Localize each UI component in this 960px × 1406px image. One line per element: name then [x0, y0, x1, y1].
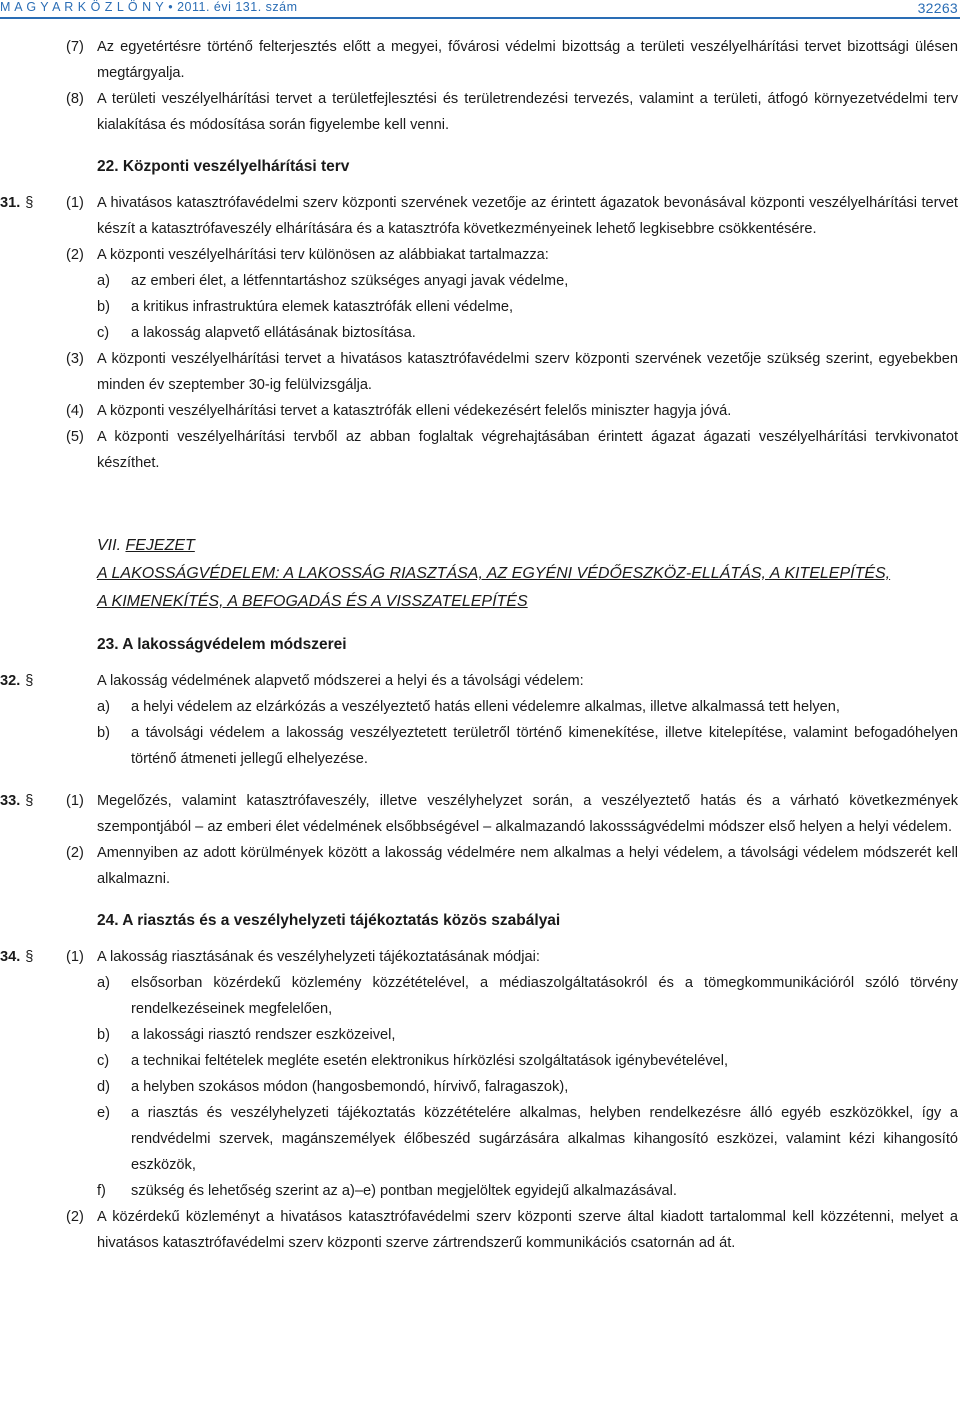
list-text: a helyben szokásos módon (hangosbemondó, hírvivő, falragaszok), [131, 1079, 569, 1095]
publication-title: M A G Y A R K Ö Z L Ö N Y [0, 0, 165, 14]
section-num-text: 32. [0, 673, 21, 689]
item-number: (4) [66, 403, 84, 419]
chapter-number-line [97, 532, 960, 560]
list-text: a lakossági riasztó rendszer eszközeivel, [131, 1027, 396, 1043]
section-34 [0, 944, 960, 1256]
list-item [0, 1022, 960, 1048]
document-body [0, 34, 960, 1256]
item-text: A területi veszélyelhárítási tervet a területfejlesztési és területrendezési tervezés, valamint a területi, átfogó környezetvédelmi terv kialakítása és módosítása során figyelembe kell venni. [97, 91, 958, 133]
list-label: a) [97, 273, 110, 289]
list-text: a technikai feltételek megléte esetén elektronikus hírközlési szolgáltatások igénybevételével, [131, 1053, 729, 1069]
item-number: (1) [66, 949, 84, 965]
paragraph-item [0, 944, 960, 970]
list-text: a kritikus infrastruktúra elemek katasztrófák elleni védelme, [131, 299, 514, 315]
list-label: b) [97, 725, 110, 741]
paragraph-sign: § [25, 673, 34, 689]
list-item [0, 1074, 960, 1100]
item-text: A közérdekű közleményt a hivatásos katasztrófavédelmi szerv központi szerve által kiadott tartalommal kell közzétenni, melyet a hivatásos katasztrófavédelmi szerv központi szerve zártrendszerű kommunikációs csatornán ad át. [97, 1209, 958, 1251]
header-rule [0, 17, 960, 19]
list-label: a) [97, 975, 110, 991]
item-text: A központi veszélyelhárítási tervet a hivatásos katasztrófavédelmi szerv központi szervének vezetője szükség szerint, egyebekben minden év szeptember 30-ig felülvizsgálja. [97, 351, 958, 393]
list-item [0, 268, 960, 294]
section-num-text: 34. [0, 949, 21, 965]
item-number: (8) [66, 91, 84, 107]
paragraph-item [0, 86, 960, 138]
header-bullet: • [168, 0, 174, 14]
list-item [0, 694, 960, 720]
item-number: (2) [66, 1209, 84, 1225]
section-33 [0, 788, 960, 892]
subheading-22: 22. Központi veszélyelhárítási terv [97, 158, 350, 175]
paragraph-item [0, 788, 960, 840]
list-item [0, 1100, 960, 1178]
item-number: (7) [66, 39, 84, 55]
paragraph-sign: § [25, 195, 34, 211]
list-item [0, 1048, 960, 1074]
list-text: az emberi élet, a létfenntartáshoz szükséges anyagi javak védelme, [131, 273, 569, 289]
section-num-text: 31. [0, 195, 21, 211]
paragraph-item [0, 34, 960, 86]
item-text: A központi veszélyelhárítási tervet a katasztrófák elleni védekezésért felelős miniszter hagyja jóvá. [97, 403, 732, 419]
list-label: c) [97, 325, 110, 341]
chapter-title-line-2: A KIMENEKÍTÉS, A BEFOGADÁS ÉS A VISSZATELEPÍTÉS [97, 593, 528, 610]
list-text: a helyi védelem az elzárkózás a veszélyeztető hatás elleni védelemre alkalmas, illetve alkalmassá tett helyen, [131, 699, 840, 715]
paragraph-sign: § [25, 793, 34, 809]
subheading-24: 24. A riasztás és a veszélyhelyzeti tájékoztatás közös szabályai [97, 912, 561, 929]
item-text: A hivatásos katasztrófavédelmi szerv központi szervének vezetője az érintett ágazatok bevonásával központi veszélyelhárítási tervet készít a katasztrófaveszély elhárítására és a katasztrófa következményeinek lehető legkisebbre csökkentésére. [97, 195, 958, 237]
item-number: (2) [66, 247, 84, 263]
chapter-number: VII. [97, 537, 122, 554]
list-item [0, 320, 960, 346]
list-item [0, 1178, 960, 1204]
section-text: A lakosság védelmének alapvető módszerei a helyi és a távolsági védelem: [97, 673, 584, 689]
item-text: Megelőzés, valamint katasztrófaveszély, illetve veszélyhelyzet során, a veszélyeztető hatás és a várható következmények szempontjából – az emberi élet védelmének elsőbbségével – alkalmazandó lakossságvédelmi módszer első helyen a helyi védelem. [97, 793, 958, 835]
item-text: A központi veszélyelhárítási tervből az abban foglaltak végrehajtásában érintett ágazat ágazati veszélyelhárítási tervkivonatot készíthet. [97, 429, 958, 471]
paragraph-item [0, 1204, 960, 1256]
chapter-heading [0, 532, 960, 616]
item-number: (1) [66, 195, 84, 211]
list-item [0, 970, 960, 1022]
list-text: elsősorban közérdekű közlemény közzétételével, a médiaszolgáltatásokról és a tömegkommunikációról szóló törvény rendelkezéseinek megfelelően, [131, 975, 958, 1017]
section-32 [0, 668, 960, 772]
page-header [0, 0, 960, 16]
paragraph-item [0, 840, 960, 892]
list-label: a) [97, 699, 110, 715]
paragraph-sign: § [25, 949, 34, 965]
list-text: szükség és lehetőség szerint az a)–e) pontban megjelöltek egyidejű alkalmazásával. [131, 1183, 677, 1199]
item-number: (5) [66, 429, 84, 445]
item-text: A központi veszélyelhárítási terv különösen az alábbiakat tartalmazza: [97, 247, 549, 263]
chapter-label: FEJEZET [125, 537, 195, 554]
paragraph-item [0, 398, 960, 424]
item-number: (2) [66, 845, 84, 861]
list-label: b) [97, 1027, 110, 1043]
section-number [0, 668, 33, 694]
header-left [0, 0, 298, 14]
item-number: (3) [66, 351, 84, 367]
subheading-23: 23. A lakosságvédelem módszerei [97, 636, 347, 653]
list-label: c) [97, 1053, 110, 1069]
list-item [0, 720, 960, 772]
paragraph-item [0, 190, 960, 242]
item-text: Az egyetértésre történő felterjesztés előtt a megyei, fővárosi védelmi bizottság a területi veszélyelhárítási tervet bizottsági ülésen megtárgyalja. [97, 39, 958, 81]
page-number: 32263 [917, 0, 958, 16]
item-text: A lakosság riasztásának és veszélyhelyzeti tájékoztatásának módjai: [97, 949, 540, 965]
list-label: e) [97, 1105, 110, 1121]
paragraph-item [0, 346, 960, 398]
list-label: d) [97, 1079, 110, 1095]
list-text: a távolsági védelem a lakosság veszélyeztetett területről történő kimenekítése, illetve kitelepítése, valamint befogadóhelyen történő átmeneti jellegű elhelyezése. [131, 725, 958, 767]
item-text: Amennyiben az adott körülmények között a lakosság védelmére nem alkalmas a helyi védelem, a távolsági védelem módszerét kell alkalmazni. [97, 845, 958, 887]
list-item [0, 294, 960, 320]
paragraph-item [0, 242, 960, 268]
list-text: a riasztás és veszélyhelyzeti tájékoztatás közzétételére alkalmas, helyben rendelkezésre álló egyéb eszközökkel, így a rendvédelmi szervek, magánszemélyek élőbeszéd sugárzására alkalmas kihangosító eszközei, valamint kézi kihangosító eszközök, [131, 1105, 958, 1173]
list-text: a lakosság alapvető ellátásának biztosítása. [131, 325, 416, 341]
chapter-title-line-1: A LAKOSSÁGVÉDELEM: A LAKOSSÁG RIASZTÁSA, AZ EGYÉNI VÉDŐESZKÖZ-ELLÁTÁS, A KITELEPÍTÉS, [97, 565, 891, 582]
section-num-text: 33. [0, 793, 21, 809]
list-label: f) [97, 1183, 106, 1199]
item-number: (1) [66, 793, 84, 809]
section-31 [0, 190, 960, 476]
list-label: b) [97, 299, 110, 315]
paragraph-item [0, 424, 960, 476]
issue-label: 2011. évi 131. szám [177, 0, 298, 14]
